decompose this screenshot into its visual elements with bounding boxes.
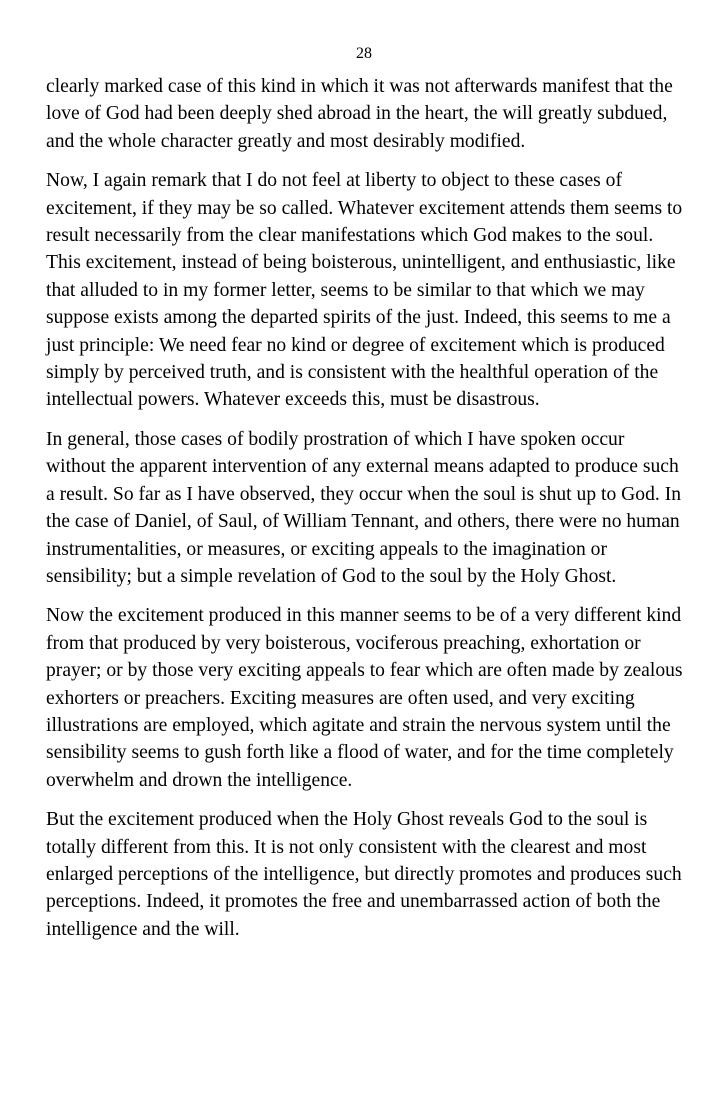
page-number: 28: [356, 45, 372, 62]
paragraph-4: Now the excitement produced in this manner seems to be of a very different kind from that produced by very boisterous, vociferous preaching, exhortation or prayer; or by those very exciting appeals to fear which are often made by zealous exhorters or preachers. Exciting measures are often used, and very exciting illustrations are employed, which agitate and strain the nervous system until the sensibility seems to gush forth like a flood of water, and for the time completely overwhelm and drown the intelligence.: [46, 605, 683, 791]
paragraph-3: In general, those cases of bodily prostration of which I have spoken occur without the apparent intervention of any external means adapted to produce such a result. So far as I have observed, they occur when the soul is shut up to God. In the case of Daniel, of Saul, of William Tennant, and others, there were no human instrumentalities, or measures, or exciting appeals to the imagination or sensibility; but a simple revelation of God to the soul by the Holy Ghost.: [46, 428, 682, 587]
body-text: [46, 73, 686, 955]
paragraph-2: Now, I again remark that I do not feel at liberty to object to these cases of excitement, if they may be so called. Whatever excitement attends them seems to result necessarily from the clear manifestations which God makes to the soul. This excitement, instead of being boisterous, unintelligent, and enthusiastic, like that alluded to in my former letter, seems to be similar to that which we may suppose exists among the departed spirits of the just. Indeed, this seems to me a just principle: We need fear no kind or degree of excitement which is produced simply by perceived truth, and is consistent with the healthful operation of the intellectual powers. Whatever exceeds this, must be disastrous.: [46, 170, 683, 411]
paragraph-1: clearly marked case of this kind in which it was not afterwards manifest that the love of God had been deeply shed abroad in the heart, the will greatly subdued, and the whole character greatly and most desirably modified.: [46, 76, 673, 152]
paragraph-5: But the excitement produced when the Holy Ghost reveals God to the soul is totally different from this. It is not only consistent with the clearest and most enlarged perceptions of the intelligence, but directly promotes and produces such perceptions. Indeed, it promotes the free and unembarrassed action of both the intelligence and the will.: [46, 809, 682, 940]
